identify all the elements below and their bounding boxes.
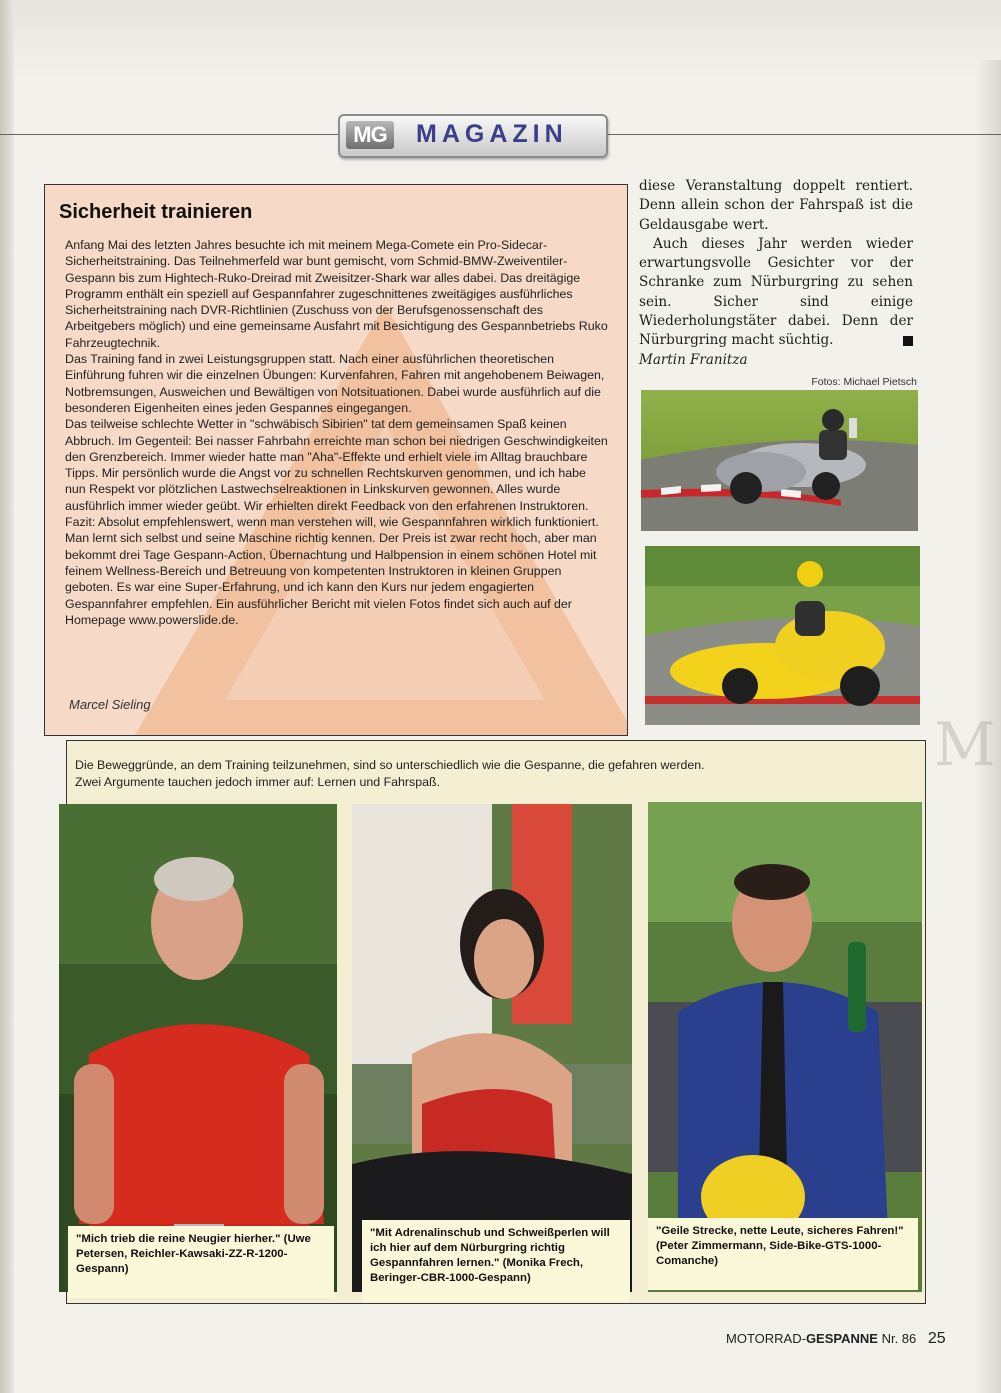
article-paragraph: Fazit: Absolut empfehlenswert, wenn man verstehen will, wie Gespannfahren wirklich funktioniert. Man lernt sich selbst und seine Maschine richtig kennen. Der Preis ist zwar recht hoch, aber man bekommt drei Tage Gespann-Action, Übernachtung und Halbpension in einem schönen Hotel mit feinem Wellness-Bereich und Betreuung von kompetenten Instruktoren in kleinen Gruppen geboten. Es war eine Super-Erfahrung, und ich kann den Kurs nur jedem engagierten Gespannfahrer empfehlen. Ein ausführlicher Bericht mit vielen Fotos findet sich auch auf der Homepage www.powerslide.de. bbox=[65, 515, 599, 627]
issue-number: Nr. 86 bbox=[881, 1331, 917, 1346]
portrait-monika-photo bbox=[352, 804, 632, 1292]
article-body bbox=[65, 237, 610, 628]
photo-caption: "Geile Strecke, nette Leute, sicheres Fahren!" (Peter Zimmermann, Side-Bike-GTS-1000-Comanche) bbox=[648, 1218, 918, 1290]
section-header bbox=[338, 114, 608, 158]
magazine-logo: MG bbox=[346, 121, 394, 149]
column-paragraph-text: Auch dieses Jahr werden wieder erwartungsvolle Gesichter vor der Schranke zum Nürburgring zu sehen sein. Sicher sind einige Wiederholungstäter dabei. Denn der Nürburgring macht süchtig. bbox=[639, 235, 913, 349]
yellow-sidecar-photo bbox=[645, 546, 920, 725]
article-paragraph: Anfang Mai des letzten Jahres besuchte ich mit meinem Mega-Comete ein Pro-Sidecar-Sicherheitstraining. Das Teilnehmerfeld war bunt gemischt, vom Schmid-BMW-Zweiventiler-Gespann bis zum Hightech-Ruko-Dreirad mit Zweisitzer-Shark war alles dabei. Das dreitägige Programm enthält ein speziell auf Gespannfahrer zugeschnittenes zweitägiges ausführliches Sicherheitstraining nach DVR-Richtlinien (Zuschuss von der Berufsgenossenschaft des Arbeitgebers möglich) und eine gemeinsame Ausfahrt mit Besichtigung des Gespannbetriebs Ruko Fahrzeugtechnik. bbox=[65, 238, 608, 350]
magazine-name-prefix: MOTORRAD- bbox=[726, 1331, 806, 1346]
article-title: Sicherheit trainieren bbox=[59, 201, 253, 223]
magazine-name: GESPANNE bbox=[805, 1331, 878, 1346]
page-top-shadow bbox=[0, 0, 1001, 80]
column-text bbox=[639, 177, 913, 351]
quotes-intro bbox=[75, 757, 735, 791]
section-title: MAGAZIN bbox=[416, 120, 568, 148]
page-spine-edge bbox=[0, 0, 14, 1393]
photo-caption: "Mit Adrenalinschub und Schweißperlen will ich hier auf dem Nürburgring richtig Gespannfahren lernen." (Monika Frech, Beringer-CBR-1000-Gespann) bbox=[362, 1220, 630, 1302]
photo-credit: Fotos: Michael Pietsch bbox=[811, 376, 917, 388]
end-of-article-mark bbox=[903, 336, 913, 346]
show-through-letter: M bbox=[934, 710, 996, 780]
article-paragraph: Das Training fand in zwei Leistungsgruppen statt. Nach einer ausführlichen theoretischen Einführung fuhren wir die einzelnen Übungen: Kurvenfahren, Fahren mit angehobenem Beiwagen, Notbremsungen, Ausweichen und Bewältigen von Notsituationen. Dabei wurde ausführlich auf die besonderen Eigenheiten eines jeden Gespannes eingegangen. bbox=[65, 352, 605, 415]
article-author: Marcel Sieling bbox=[69, 697, 151, 712]
intro-line: Die Beweggründe, an dem Training teilzunehmen, sind so unterschiedlich wie die Gespanne, die gefahren werden. bbox=[75, 758, 705, 772]
column-paragraph: diese Veranstaltung doppelt rentiert. Denn allein schon der Fahrspaß ist die Geldausgabe wert. bbox=[639, 178, 913, 233]
column-author: Martin Franitza bbox=[639, 352, 748, 368]
page-number: 25 bbox=[927, 1330, 946, 1347]
column-paragraph bbox=[639, 235, 913, 351]
article-box bbox=[44, 184, 628, 736]
intro-line: Zwei Argumente tauchen jedoch immer auf: Lernen und Fahrspaß. bbox=[75, 775, 441, 789]
portrait-uwe-photo bbox=[59, 804, 337, 1292]
article-paragraph: Das teilweise schlechte Wetter in "schwäbisch Sibirien" tat dem gemeinsamen Spaß keinen Abbruch. Im Gegenteil: Bei nasser Fahrbahn erreichte man schon bei niedrigen Geschwindigkeiten den Grenzbereich. Immer wieder hatte man "Aha"-Effekte und erhielt viele im Alltag brauchbare Tipps. Mir persönlich wurde die Angst vor zu schnellen Rechtskurven genommen, und ich habe nun Respekt vor plötzlichen Lastwechselreaktionen in Linkskurven gewonnen. Alles wurde ausführlich immer wieder geübt. Wir erhielten direkt Feedback von den erfahrenen Instruktoren. bbox=[65, 417, 608, 513]
page-footer bbox=[726, 1330, 946, 1348]
photo-caption: "Mich trieb die reine Neugier hierher." (Uwe Petersen, Reichler-Kawsaki-ZZ-R-1200-Gespann) bbox=[68, 1226, 334, 1298]
silver-sidecar-photo bbox=[641, 390, 918, 531]
